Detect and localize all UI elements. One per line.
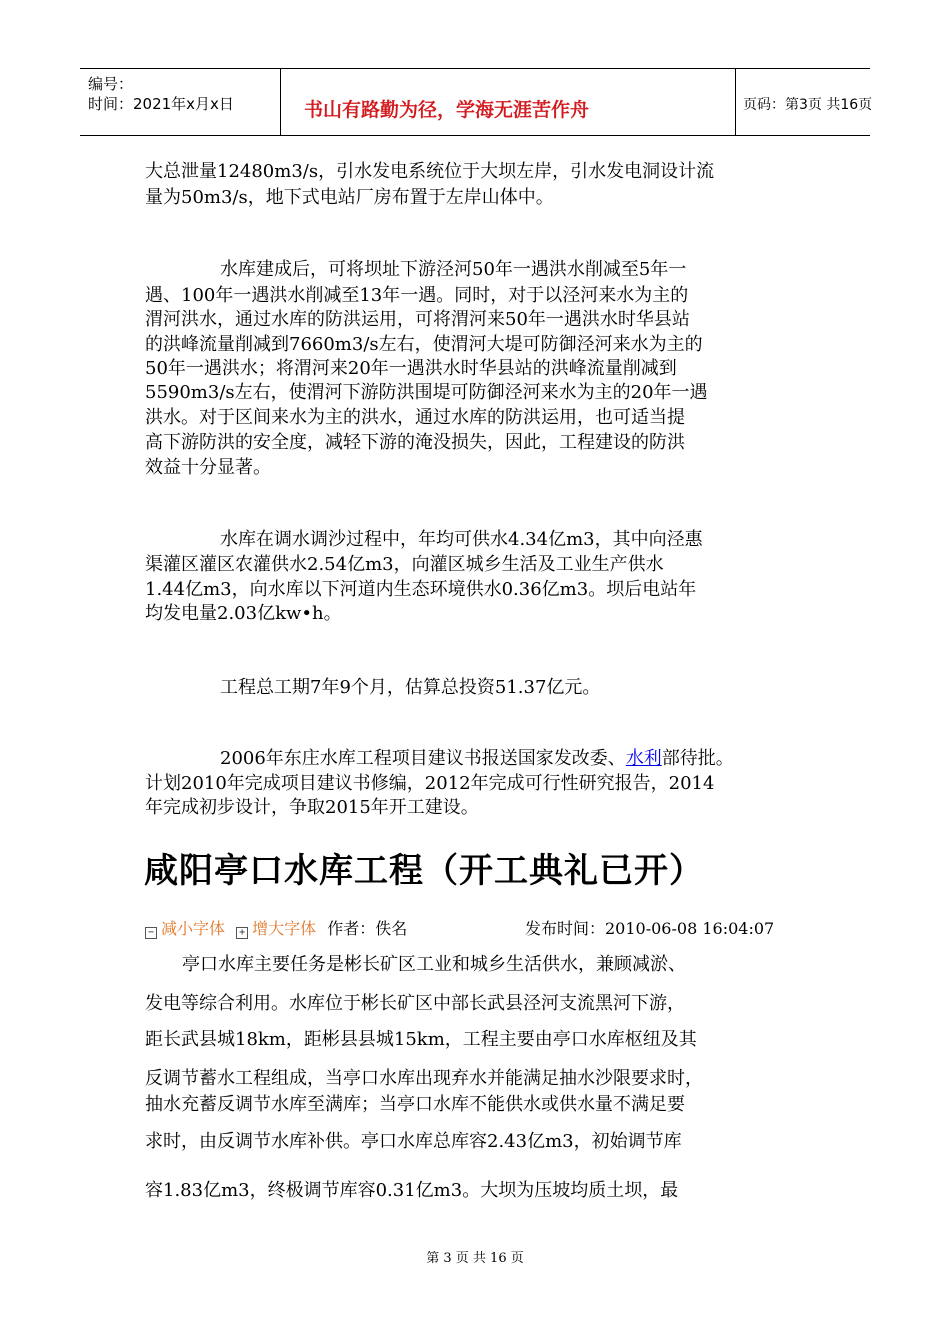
page-footer: 第 3 页 共 16 页	[426, 1251, 524, 1266]
article-title: 咸阳亭口水库工程（开工典礼已开）	[144, 851, 704, 891]
minus-box-icon: −	[145, 927, 157, 939]
paragraph-line: 大总泄量12480m3/s，引水发电系统位于大坝左岸，引水发电洞设计流	[145, 161, 715, 182]
header-motto: 书山有路勤为径，学海无涯苦作舟	[304, 99, 590, 121]
article-line: 求时，由反调节水库补供。亭口水库总库容2.43亿m3，初始调节库	[145, 1131, 682, 1152]
article-line: 抽水充蓄反调节水库至满库；当亭口水库不能供水或供水量不满足要	[145, 1094, 685, 1115]
article-line: 容1.83亿m3，终极调节库容0.31亿m3。大坝为压坡均质土坝，最	[145, 1180, 679, 1201]
time-label: 时间：2021年x月x日	[88, 95, 234, 113]
paragraph-line: 高下游防洪的安全度，减轻下游的淹没损失，因此，工程建设的防洪	[145, 432, 685, 453]
paragraph-line: 50年一遇洪水；将渭河来20年一遇洪水时华县站的洪峰流量削减到	[145, 358, 677, 379]
paragraph-line: 均发电量2.03亿kw•h。	[145, 603, 342, 624]
header-motto-cell	[280, 69, 736, 135]
article-line: 反调节蓄水工程组成，当亭口水库出现弃水并能满足抽水沙限要求时，	[145, 1068, 703, 1089]
paragraph-line: 水库建成后，可将坝址下游泾河50年一遇洪水削减至5年一	[220, 259, 687, 280]
paragraph-line: 1.44亿m3，向水库以下河道内生态环境供水0.36亿m3。坝后电站年	[145, 579, 697, 600]
water-conservancy-link[interactable]: 水利	[625, 748, 662, 769]
plus-box-icon: +	[236, 927, 248, 939]
paragraph-line: 工程总工期7年9个月，估算总投资51.37亿元。	[220, 677, 601, 698]
header-page-cell	[735, 69, 873, 135]
article-line: 距长武县城18km，距彬县县城15km，工程主要由亭口水库枢纽及其	[145, 1029, 697, 1050]
paragraph-text: 部待批。	[661, 748, 734, 769]
decrease-font-button[interactable]: 减小字体	[161, 919, 226, 938]
paragraph-line: 洪水。对于区间来水为主的洪水，通过水库的防洪运用，也可适当提	[145, 407, 685, 428]
paragraph-line: 量为50m3/s，地下式电站厂房布置于左岸山体中。	[145, 187, 554, 208]
paragraph-line: 渠灌区灌区农灌供水2.54亿m3，向灌区城乡生活及工业生产供水	[145, 554, 664, 575]
paragraph-line: 年完成初步设计，争取2015年开工建设。	[145, 797, 479, 818]
paragraph-line: 渭河洪水，通过水库的防洪运用，可将渭河来50年一遇洪水时华县站	[145, 309, 690, 330]
paragraph-line: 效益十分显著。	[145, 457, 271, 478]
page-header	[80, 68, 873, 136]
paragraph-line: 计划2010年完成项目建议书修编，2012年完成可行性研究报告，2014	[145, 773, 715, 794]
paragraph-line: 的洪峰流量削减到7660m3/s左右，使渭河大堤可防御泾河来水为主的	[145, 334, 703, 355]
paragraph-line	[220, 747, 734, 771]
header-meta-cell	[80, 69, 281, 135]
number-label: 编号：	[88, 75, 134, 93]
increase-font-button[interactable]: 增大字体	[252, 919, 317, 938]
article-author: 作者：佚名	[327, 919, 408, 938]
header-page-info: 页码：第3页 共16页	[743, 97, 873, 113]
paragraph-line: 5590m3/s左右，使渭河下游防洪围堤可防御泾河来水为主的20年一遇	[145, 382, 708, 403]
article-line: 亭口水库主要任务是彬长矿区工业和城乡生活供水，兼顾减淤、	[182, 954, 686, 975]
article-line: 发电等综合利用。水库位于彬长矿区中部长武县泾河支流黑河下游，	[145, 993, 685, 1014]
paragraph-line: 遇、100年一遇洪水削减至13年一遇。同时，对于以泾河来水为主的	[145, 285, 689, 306]
article-meta	[145, 916, 775, 939]
paragraph-text: 2006年东庄水库工程项目建议书报送国家发改委、	[220, 748, 626, 769]
article-publish-time: 发布时间：2010-06-08 16:04:07	[525, 919, 775, 938]
paragraph-line: 水库在调水调沙过程中，年均可供水4.34亿m3，其中向泾惠	[220, 529, 703, 550]
